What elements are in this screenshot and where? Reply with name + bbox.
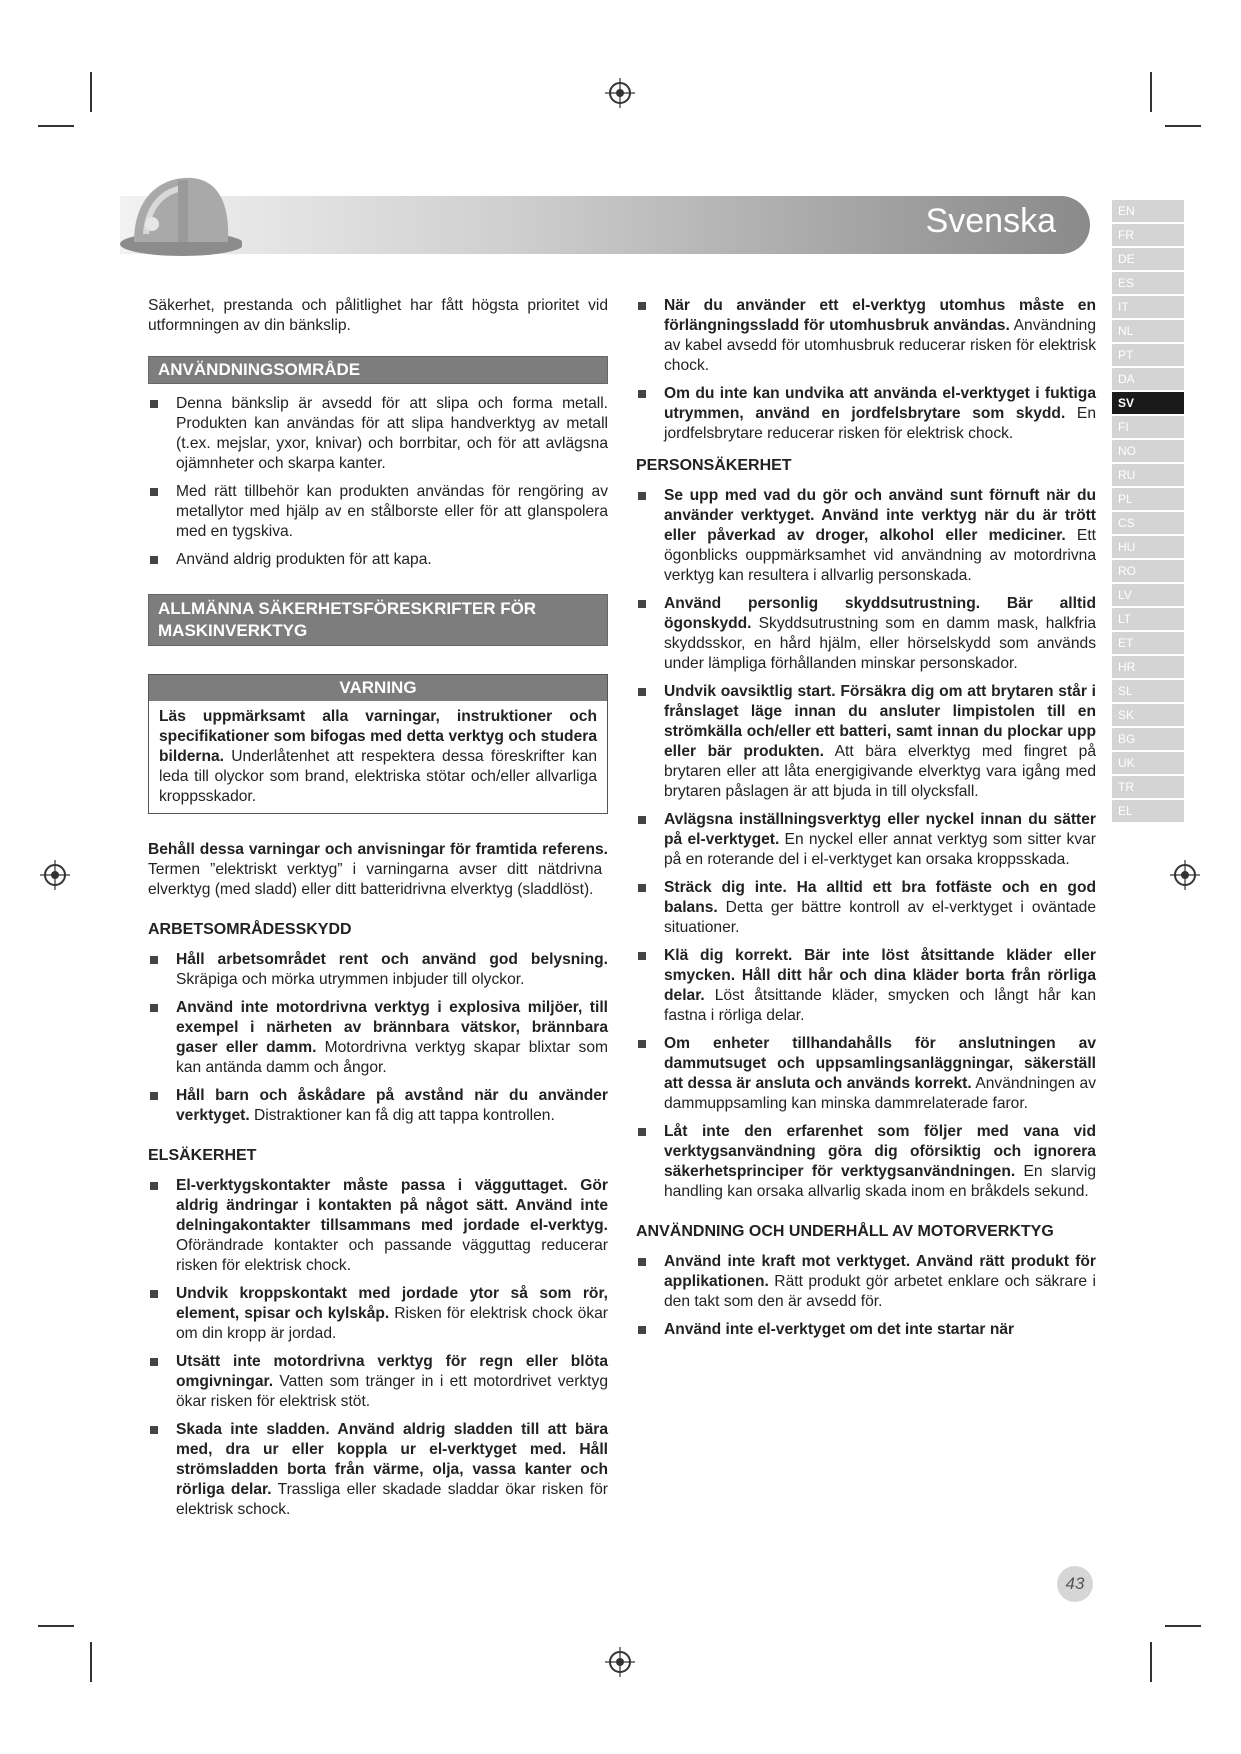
list-item: [636, 1034, 1096, 1114]
language-tab-ro[interactable]: RO: [1112, 560, 1184, 582]
list-item: [636, 810, 1096, 870]
subsection-heading: ARBETSOMRÅDESSKYDD: [148, 921, 352, 938]
item-bold: Om enheter tillhandahålls för anslutningen av dammutsuget och uppsamlingsanläggningar, säkerställ att dessa är ansluta och används korrekt.: [664, 1035, 1096, 1092]
intro-text: Säkerhet, prestanda och pålitlighet har fått högsta prioritet vid utformningen av din bänkslip.: [148, 297, 608, 334]
list-item: [636, 384, 1096, 444]
keep-instructions: [148, 840, 608, 900]
item-text: En jordfelsbrytare reducerar risken för elektrisk chock.: [664, 405, 1096, 442]
personal-safety-list: [636, 486, 1096, 1202]
item-text: Trassliga eller skadade sladdar ökar risken för elektrisk schock.: [176, 1481, 609, 1518]
language-tab-sk[interactable]: SK: [1112, 704, 1184, 726]
item-bold: Använd inte motordrivna verktyg i explosiva miljöer, till exempel i närheten av brännbara vätskor, brännbara gaser eller damm.: [176, 999, 608, 1056]
subsection-heading: ELSÄKERHET: [148, 1147, 257, 1164]
electrical-list: [148, 1176, 608, 1520]
language-tab-hu[interactable]: HU: [1112, 536, 1184, 558]
language-tab-sv[interactable]: SV: [1112, 392, 1184, 414]
item-text: Skyddsutrustning som en damm mask, halkfria skyddsskor, en hård hjälm, eller hörselskydd som används under lämpliga förhållanden minskar personskador.: [664, 615, 1096, 672]
header-banner: [120, 196, 1090, 254]
list-item: [636, 682, 1096, 802]
warning-box: [148, 674, 608, 814]
page-number: 43: [1057, 1566, 1093, 1602]
language-tab-bg[interactable]: BG: [1112, 728, 1184, 750]
section-heading: ANVÄNDNINGSOMRÅDE: [148, 356, 608, 384]
list-item: [636, 878, 1096, 938]
item-bold: Skada inte sladden. Använd aldrig sladden till att bära med, dra ur eller koppla ur el-verktyget med. Håll strömsladden borta från värme, olja, vassa kanter och rörliga delar.: [176, 1421, 608, 1498]
language-tab-lt[interactable]: LT: [1112, 608, 1184, 630]
list-item: Använd aldrig produkten för att kapa.: [148, 550, 608, 570]
item-bold: El-verktygskontakter måste passa i vägguttaget. Gör aldrig ändringar i kontakten på något sätt. Använd inte delningakontakter tillsammans med jordade el-verktyg.: [176, 1177, 608, 1234]
item-text: Distraktioner kan få dig att tappa kontrollen.: [249, 1107, 555, 1124]
item-bold: Håll arbetsområdet rent och använd god belysning.: [176, 951, 608, 968]
item-bold: Undvik oavsiktlig start. Försäkra dig om att brytaren står i frånslaget läge innan du ansluter limpistolen till en strömkälla och/eller ett batteri, samt innan du plockar upp eller bär produkten.: [664, 683, 1096, 760]
item-text: Att bära elverktyg med fingret på brytaren eller att låta energigivande elverktyg vara igång med brytaren påslagen är att bjuda in till olycksfall.: [664, 743, 1097, 800]
list-item: [636, 296, 1096, 376]
crop-mark: [90, 72, 92, 112]
item-text: Ett ögonblicks ouppmärksamhet vid användning av motordrivna verktyg kan resultera i allvarlig personskada.: [664, 527, 1096, 584]
crop-mark: [1150, 72, 1152, 112]
subsection-heading: PERSONSÄKERHET: [636, 457, 792, 474]
item-text: Risken för elektrisk chock ökar om din kropp är jordad.: [176, 1305, 608, 1342]
warning-body: [149, 701, 607, 813]
item-text: Löst åtsittande kläder, smycken och långt hår kan fastna i rörliga delar.: [664, 987, 1096, 1024]
crop-mark: [1150, 1642, 1152, 1682]
language-tab-es[interactable]: ES: [1112, 272, 1184, 294]
keep-text: Termen ”elektriskt verktyg” i varningarna avser ditt nätdrivna elverktyg (med sladd) eller ditt batteridrivna elverktyg (sladdlöst).: [148, 861, 603, 898]
item-bold: Håll barn och åskådare på avstånd när du använder verktyget.: [176, 1087, 608, 1124]
electrical-list-continued: [636, 296, 1096, 444]
list-item: [148, 950, 608, 990]
usage-area-list: [148, 394, 608, 570]
warning-text: Underlåtenhet att respektera dessa föreskrifter kan leda till olyckor som brand, elektriska stötar och/eller allvarliga kroppsskador.: [159, 748, 597, 805]
registration-mark-icon: [605, 1647, 635, 1677]
list-item: [636, 1122, 1096, 1202]
language-tab-de[interactable]: DE: [1112, 248, 1184, 270]
list-item: [636, 946, 1096, 1026]
item-text: Användningen av dammuppsamling kan minska dammrelaterade faror.: [664, 1075, 1096, 1112]
crop-mark: [1165, 1625, 1201, 1627]
list-item: [636, 594, 1096, 674]
language-tab-et[interactable]: ET: [1112, 632, 1184, 654]
language-tab-pl[interactable]: PL: [1112, 488, 1184, 510]
item-text: Skräpiga och mörka utrymmen inbjuder till olyckor.: [176, 971, 525, 988]
item-bold: Avlägsna inställningsverktyg eller nyckel innan du sätter på el-verktyget.: [664, 811, 1096, 848]
work-area-list: [148, 950, 608, 1126]
list-item: [636, 1320, 1096, 1340]
item-bold: Sträck dig inte. Ha alltid ett bra fotfäste och en god balans.: [664, 879, 1096, 916]
item-text: Oförändrade kontakter och passande vägguttag reducerar risken för elektrisk chock.: [176, 1237, 608, 1274]
warning-bold-text: Läs uppmärksamt alla varningar, instruktioner och specifikationer som bifogas med detta verktyg och studera bilderna.: [159, 708, 597, 765]
language-tabs: [1112, 200, 1184, 824]
language-tab-cs[interactable]: CS: [1112, 512, 1184, 534]
item-text: En nyckel eller annat verktyg som sitter kvar på en roterande del i el-verktyget kan orsaka kroppsskada.: [664, 831, 1096, 868]
language-tab-fr[interactable]: FR: [1112, 224, 1184, 246]
item-text: Användning av kabel avsedd för utomhusbruk reducerar risken för elektrisk chock.: [664, 317, 1096, 374]
registration-mark-icon: [1170, 860, 1200, 890]
item-bold: Klä dig korrekt. Bär inte löst åtsittande kläder eller smycken. Håll ditt hår och dina kläder borta från rörliga delar.: [664, 947, 1096, 1004]
language-tab-tr[interactable]: TR: [1112, 776, 1184, 798]
item-bold: När du använder ett el-verktyg utomhus måste en förlängningssladd för utomhusbruk användas.: [664, 297, 1096, 334]
item-bold: Använd inte el-verktyget om det inte startar när: [664, 1321, 1015, 1338]
language-tab-uk[interactable]: UK: [1112, 752, 1184, 774]
language-tab-hr[interactable]: HR: [1112, 656, 1184, 678]
item-text: Motordrivna verktyg skapar blixtar som kan antända damm och ångor.: [176, 1039, 608, 1076]
item-text: Detta ger bättre kontroll av el-verktyget i oväntade situationer.: [664, 899, 1096, 936]
item-text: Vatten som tränger in i ett motordrivet verktyg ökar risken för elektrisk stöt.: [176, 1373, 608, 1410]
usage-list: [636, 1252, 1096, 1340]
language-tab-sl[interactable]: SL: [1112, 680, 1184, 702]
subsection-heading: ANVÄNDNING OCH UNDERHÅLL AV MOTORVERKTYG: [636, 1223, 1054, 1240]
warning-title: VARNING: [149, 675, 607, 701]
right-column: [636, 296, 1096, 1348]
language-tab-en[interactable]: EN: [1112, 200, 1184, 222]
language-tab-ru[interactable]: RU: [1112, 464, 1184, 486]
item-bold: Låt inte den erfarenhet som följer med vana vid verktygsanvändning göra dig oförsiktig och ignorera säkerhetsprinciper för verktygsanvändningen.: [664, 1123, 1096, 1180]
item-bold: Se upp med vad du gör och använd sunt förnuft när du använder verktyget. Använd inte verktyg när du är trött eller påverkad av droger, alkohol eller mediciner.: [664, 487, 1096, 544]
item-bold: Använd personlig skyddsutrustning. Bär alltid ögonskydd.: [664, 595, 1096, 632]
language-tab-pt[interactable]: PT: [1112, 344, 1184, 366]
list-item: [636, 486, 1096, 586]
item-bold: Utsätt inte motordrivna verktyg för regn eller blöta omgivningar.: [176, 1353, 608, 1390]
keep-bold-text: Behåll dessa varningar och anvisningar för framtida referens.: [148, 841, 608, 858]
registration-mark-icon: [605, 78, 635, 108]
registration-mark-icon: [40, 860, 70, 890]
list-item: [636, 1252, 1096, 1312]
hard-hat-icon: [112, 164, 242, 260]
language-tab-nl[interactable]: NL: [1112, 320, 1184, 342]
list-item: [148, 1352, 608, 1412]
language-tab-da[interactable]: DA: [1112, 368, 1184, 390]
crop-mark: [38, 1625, 74, 1627]
page-title: Svenska: [925, 202, 1056, 240]
item-text: En slarvig handling kan orsaka allvarlig skada inom en bråkdels sekund.: [664, 1163, 1096, 1200]
list-item: [148, 1086, 608, 1126]
list-item: Med rätt tillbehör kan produkten användas för rengöring av metallytor med hjälp av en stålborste eller för att glanspolera med en tygskiva.: [148, 482, 608, 542]
list-item: [148, 1284, 608, 1344]
list-item: [148, 998, 608, 1078]
crop-mark: [90, 1642, 92, 1682]
left-column: [148, 296, 608, 1520]
item-bold: Undvik kroppskontakt med jordade ytor så som rör, element, spisar och kylskåp.: [176, 1285, 608, 1322]
crop-mark: [1165, 125, 1201, 127]
crop-mark: [38, 125, 74, 127]
language-tab-fi[interactable]: FI: [1112, 416, 1184, 438]
language-tab-lv[interactable]: LV: [1112, 584, 1184, 606]
language-tab-el[interactable]: EL: [1112, 800, 1184, 822]
item-bold: Om du inte kan undvika att använda el-verktyget i fuktiga utrymmen, använd en jordfelsbrytare som skydd.: [664, 385, 1096, 422]
item-text: Rätt produkt gör arbetet enklare och säkrare i den takt som den är avsedd för.: [664, 1273, 1096, 1310]
item-bold: Använd inte kraft mot verktyget. Använd rätt produkt för applikationen.: [664, 1253, 1096, 1290]
section-heading: ALLMÄNNA SÄKERHETSFÖRESKRIFTER FÖR MASKINVERKTYG: [148, 594, 608, 646]
list-item: [148, 1176, 608, 1276]
language-tab-it[interactable]: IT: [1112, 296, 1184, 318]
language-tab-no[interactable]: NO: [1112, 440, 1184, 462]
list-item: [148, 1420, 608, 1520]
list-item: Denna bänkslip är avsedd för att slipa och forma metall. Produkten kan användas för att slipa handverktyg av metall (t.ex. mejslar, yxor, knivar) och borrbitar, och för att avlägsna ojämnheter och skarpa kanter.: [148, 394, 608, 474]
